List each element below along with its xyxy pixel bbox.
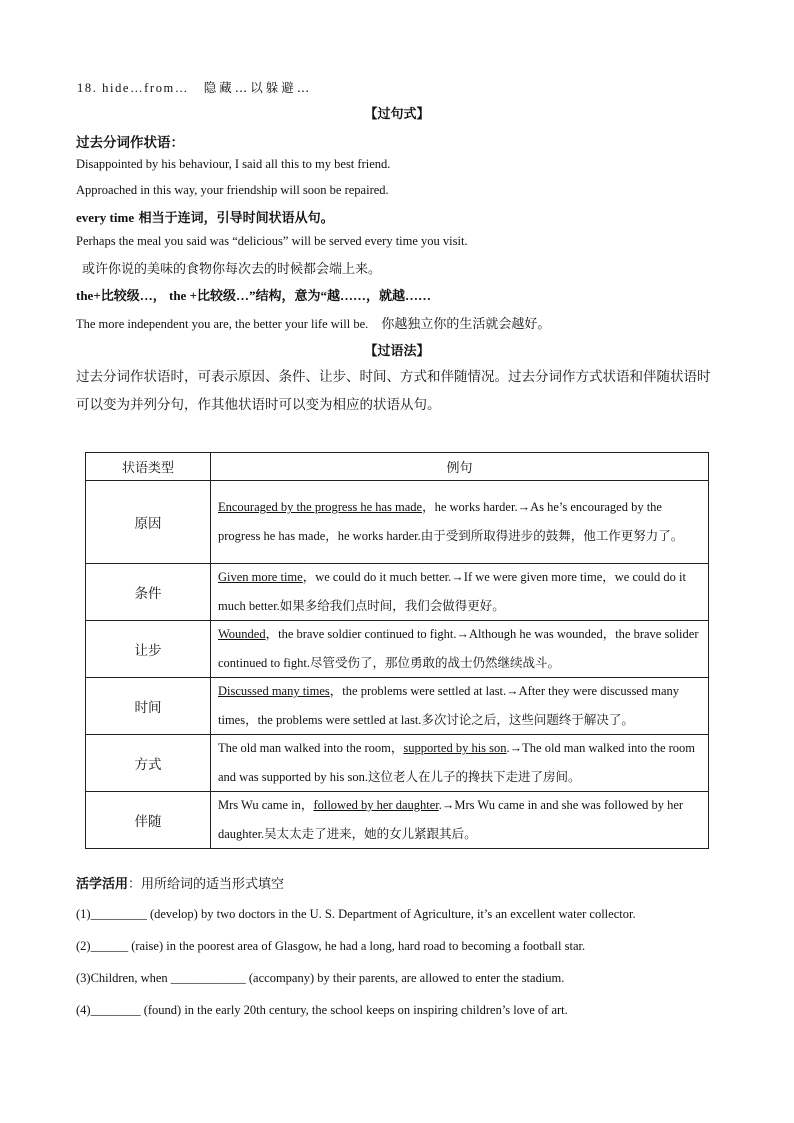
- table-row: [86, 678, 709, 735]
- example-sentence: [211, 564, 709, 621]
- example-sentence: [211, 735, 709, 792]
- adverbial-type: 让步: [86, 621, 211, 678]
- pattern2-keyword: every time: [76, 210, 135, 225]
- pattern1-example1: Disappointed by his behaviour, I said all this to my best friend.: [76, 157, 391, 171]
- item-18-line: [77, 78, 312, 96]
- section-title-grammar: 【过语法】: [364, 344, 430, 359]
- sentence-start: Mrs Wu came in，: [218, 798, 314, 812]
- sentence-rest: .→The old man walked into the room and was supported by his son.: [218, 741, 696, 784]
- sentence-translation: 这位老人在儿子的搀扶下走进了房间。: [368, 768, 581, 784]
- adverbial-type: 时间: [86, 678, 211, 735]
- participle-phrase: supported by his son: [403, 741, 507, 755]
- grammar-intro: 过去分词作状语时，可表示原因、条件、让步、时间、方式和伴随情况。过去分词作方式状语和伴随状语时可以变为并列分句，作其他状语时可以变为相应的状语从句。: [76, 369, 711, 413]
- pattern3-example: [76, 313, 550, 332]
- example-sentence: [211, 621, 709, 678]
- sentence-translation: 多次讨论之后，这些问题终于解决了。: [421, 711, 634, 727]
- example-sentence: [211, 792, 709, 849]
- table-row: [86, 621, 709, 678]
- pattern1-example2: Approached in this way, your friendship will soon be repaired.: [76, 183, 389, 197]
- practice-heading: [76, 873, 284, 892]
- sentence-rest: .→Mrs Wu came in and she was followed by her daughter.: [218, 798, 684, 841]
- sentence-rest: ，we could do it much better.→If we were given more time，we could do it much better.: [218, 570, 686, 613]
- table-row: [86, 735, 709, 792]
- table-header-type: 状语类型: [86, 453, 211, 481]
- item-18-meaning: 隐藏…以躲避…: [203, 80, 313, 95]
- pattern2-description: 相当于连词，引导时间状语从句。: [134, 211, 334, 226]
- sentence-rest: ，the brave soldier continued to fight.→Although he was wounded，the brave solider continued to fight.: [218, 627, 699, 670]
- table-row: [86, 564, 709, 621]
- table-header-row: [86, 453, 709, 481]
- table-row: [86, 792, 709, 849]
- grammar-table: [85, 452, 709, 849]
- sentence-translation: 如果多给我们点时间，我们会做得更好。: [279, 597, 505, 613]
- practice-item-3: (3)Children, when ____________ (accompany) by their parents, are allowed to enter the stadium.: [76, 971, 565, 985]
- practice-item-1: (1)_________ (develop) by two doctors in the U. S. Department of Agriculture, it’s an excellent water collector.: [76, 907, 636, 921]
- pattern3-example-en: The more independent you are, the better your life will be.: [76, 317, 369, 331]
- sentence-translation: 由于受到所取得进步的鼓舞，他工作更努力了。: [420, 527, 684, 543]
- participle-phrase: followed by her daughter: [313, 798, 439, 812]
- practice-heading-label: 活学活用: [76, 877, 129, 892]
- table-header-example: 例句: [211, 453, 709, 481]
- pattern1-heading: 过去分词作状语：: [76, 135, 184, 151]
- participle-phrase: Encouraged by the progress he has made: [218, 500, 423, 514]
- participle-phrase: Discussed many times: [218, 684, 330, 698]
- section-title-sentence: 【过句式】: [364, 107, 430, 122]
- sentence-rest: ，the problems were settled at last.→After they were discussed many times，the problems were settled at last.: [218, 684, 679, 727]
- pattern2-example-cn: 或许你说的美味的食物你每次去的时候都会端上来。: [82, 262, 382, 277]
- item-18-phrase: 18. hide…from…: [77, 81, 189, 95]
- adverbial-type: 伴随: [86, 792, 211, 849]
- practice-item-2: (2)______ (raise) in the poorest area of Glasgow, he had a long, hard road to becoming a football star.: [76, 939, 586, 953]
- adverbial-type: 原因: [86, 481, 211, 564]
- sentence-start: The old man walked into the room，: [218, 741, 404, 755]
- example-sentence: [211, 678, 709, 735]
- adverbial-type: 方式: [86, 735, 211, 792]
- practice-item-4: (4)________ (found) in the early 20th century, the school keeps on inspiring children’s love of art.: [76, 1003, 568, 1017]
- participle-phrase: Wounded: [218, 627, 266, 641]
- pattern2-example-en: Perhaps the meal you said was “delicious” will be served every time you visit.: [76, 234, 468, 248]
- sentence-rest: ，he works harder.→As he’s encouraged by the progress he has made，he works harder.: [218, 500, 662, 543]
- table-row: [86, 481, 709, 564]
- pattern3-heading: the+比较级…， the +比较级…”结构，意为“越……，就越……: [76, 288, 431, 303]
- sentence-translation: 吴太太走了进来，她的女儿紧跟其后。: [264, 825, 477, 841]
- sentence-translation: 尽管受伤了，那位勇敢的战士仍然继续战斗。: [310, 654, 561, 670]
- example-sentence: [211, 481, 709, 564]
- pattern2-heading: [76, 207, 334, 226]
- adverbial-type: 条件: [86, 564, 211, 621]
- practice-heading-instruction: ：用所给词的适当形式填空: [128, 877, 285, 892]
- participle-phrase: Given more time: [218, 570, 303, 584]
- pattern3-example-cn: 你越独立你的生活就会越好。: [381, 317, 551, 332]
